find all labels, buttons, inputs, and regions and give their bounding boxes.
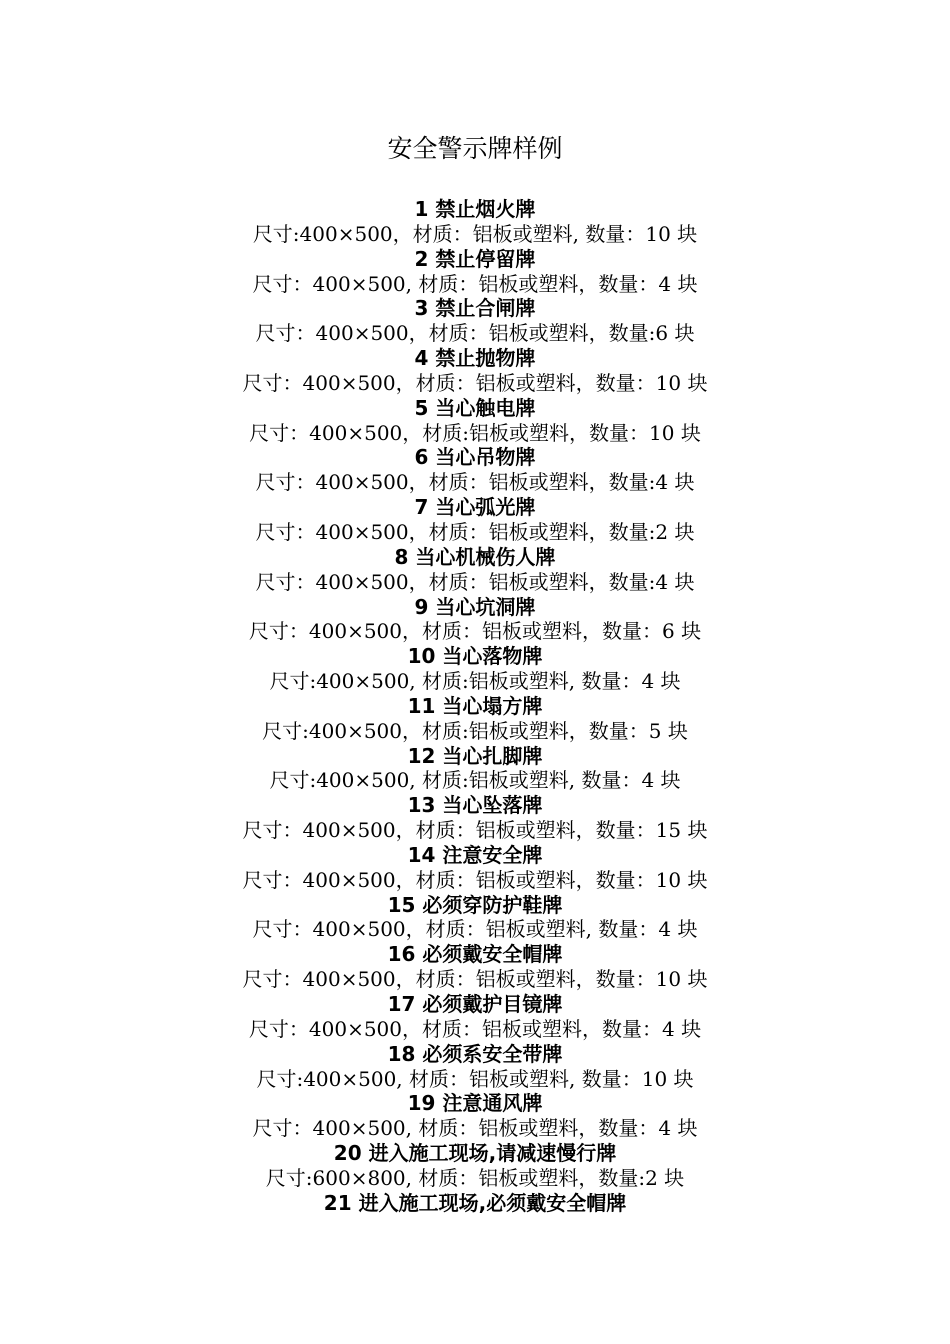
sign-heading: 16 必须戴安全帽牌 <box>387 942 563 967</box>
sign-heading: 6 当心吊物牌 <box>414 445 536 470</box>
sign-spec: 尺寸：400×500，材质：铝板或塑料，数量：10 块 <box>242 867 708 892</box>
sign-spec: 尺寸：400×500，材质：铝板或塑料，数量：4 块 <box>248 1016 702 1041</box>
sign-heading: 10 当心落物牌 <box>407 644 543 669</box>
sign-spec: 尺寸：400×500，材质：铝板或塑料，数量:2 块 <box>255 519 695 544</box>
sign-spec: 尺寸:600×800, 材质：铝板或塑料，数量:2 块 <box>265 1165 685 1190</box>
sign-spec: 尺寸：400×500，材质：铝板或塑料，数量：15 块 <box>242 818 708 843</box>
sign-heading: 2 禁止停留牌 <box>414 246 536 271</box>
sign-spec: 尺寸:400×500，材质:铝板或塑料，数量：5 块 <box>262 718 688 743</box>
sign-heading: 7 当心弧光牌 <box>414 495 536 520</box>
sign-spec: 尺寸：400×500，材质：铝板或塑料，数量:6 块 <box>255 321 695 346</box>
sign-heading: 20 进入施工现场,请减速慢行牌 <box>333 1141 617 1166</box>
sign-heading: 8 当心机械伤人牌 <box>394 544 556 569</box>
sign-spec: 尺寸：400×500, 材质：铝板或塑料，数量：4 块 <box>252 1116 698 1141</box>
sign-heading: 18 必须系安全带牌 <box>387 1041 563 1066</box>
sign-heading: 21 进入施工现场,必须戴安全帽牌 <box>323 1190 627 1215</box>
sign-list <box>0 197 950 1216</box>
sign-spec: 尺寸：400×500，材质：铝板或塑料, 数量：4 块 <box>252 917 698 942</box>
sign-heading: 12 当心扎脚牌 <box>407 743 543 768</box>
sign-spec: 尺寸：400×500，材质:铝板或塑料，数量：10 块 <box>249 420 701 445</box>
sign-heading: 5 当心触电牌 <box>414 395 536 420</box>
sign-spec: 尺寸:400×500, 材质:铝板或塑料, 数量：4 块 <box>269 768 681 793</box>
sign-spec: 尺寸：400×500，材质：铝板或塑料，数量:4 块 <box>255 470 695 495</box>
sign-heading: 1 禁止烟火牌 <box>414 197 536 221</box>
sign-heading: 15 必须穿防护鞋牌 <box>387 892 563 917</box>
sign-heading: 13 当心坠落牌 <box>407 793 543 818</box>
sign-spec: 尺寸：400×500，材质：铝板或塑料，数量:4 块 <box>255 569 695 594</box>
sign-spec: 尺寸：400×500，材质：铝板或塑料，数量：10 块 <box>242 967 708 992</box>
sign-spec: 尺寸:400×500，材质：铝板或塑料, 数量：10 块 <box>252 221 698 246</box>
sign-heading: 14 注意安全牌 <box>407 842 543 867</box>
sign-spec: 尺寸:400×500, 材质:铝板或塑料, 数量：4 块 <box>269 669 681 694</box>
sign-spec: 尺寸：400×500，材质：铝板或塑料，数量：10 块 <box>242 370 708 395</box>
sign-spec: 尺寸:400×500, 材质：铝板或塑料, 数量：10 块 <box>256 1066 694 1091</box>
sign-spec: 尺寸：400×500，材质：铝板或塑料，数量：6 块 <box>248 619 702 644</box>
sign-heading: 11 当心塌方牌 <box>407 693 543 718</box>
sign-heading: 4 禁止抛物牌 <box>414 346 536 371</box>
document-title: 安全警示牌样例 <box>387 134 563 163</box>
sign-spec: 尺寸：400×500, 材质：铝板或塑料，数量：4 块 <box>252 271 698 296</box>
sign-heading: 9 当心坑洞牌 <box>414 594 536 619</box>
sign-heading: 19 注意通风牌 <box>407 1091 543 1116</box>
sign-heading: 3 禁止合闸牌 <box>414 296 536 321</box>
sign-heading: 17 必须戴护目镜牌 <box>387 992 563 1016</box>
